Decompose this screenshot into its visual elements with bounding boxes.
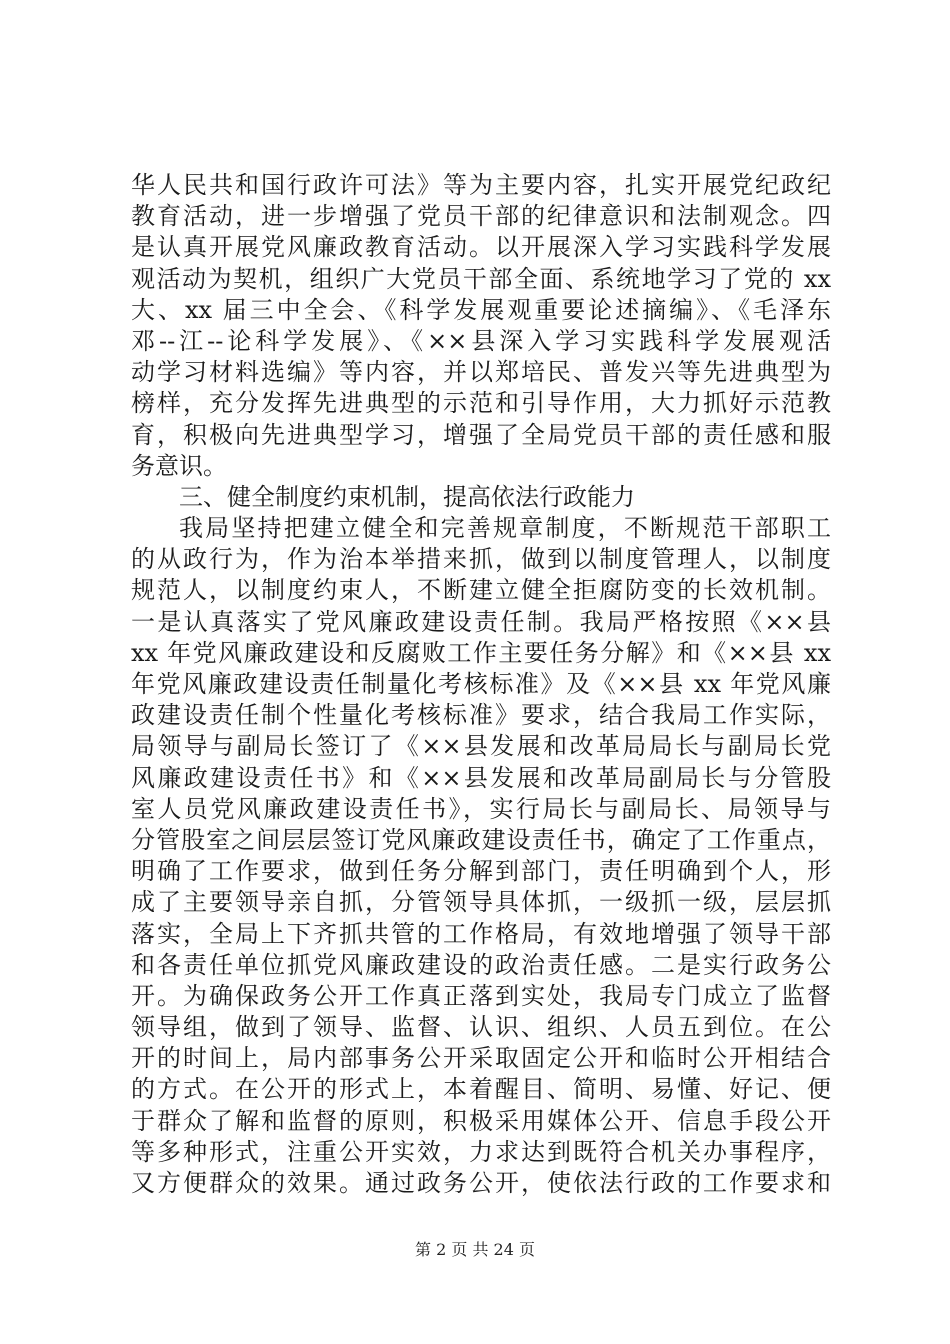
text-line: 开。为确保政务公开工作真正落到实处，我局专门成立了监督	[131, 981, 831, 1010]
text-line: 明确了工作要求，做到任务分解到部门，责任明确到个人，形	[131, 857, 831, 886]
page-number: 第 2 页 共 24 页	[415, 1240, 535, 1259]
text-line: 规范人，以制度约束人，不断建立健全拒腐防变的长效机制。	[131, 576, 831, 605]
text-line: 大、xx 届三中全会、《科学发展观重要论述摘编》、《毛泽东	[131, 295, 831, 324]
section-heading: 三、健全制度约束机制，提高依法行政能力	[179, 482, 635, 511]
text-line: 动学习材料选编》等内容，并以郑培民、普发兴等先进典型为	[131, 358, 831, 387]
text-line: 邓--江--论科学发展》、《××县深入学习实践科学发展观活	[131, 326, 831, 355]
text-line: 的从政行为，作为治本举措来抓，做到以制度管理人，以制度	[131, 545, 831, 574]
text-line: 我局坚持把建立健全和完善规章制度，不断规范干部职工	[179, 514, 831, 543]
text-line: xx 年党风廉政建设和反腐败工作主要任务分解》和《××县 xx	[131, 638, 831, 667]
text-line: 等多种形式，注重公开实效，力求达到既符合机关办事程序，	[131, 1137, 831, 1166]
text-line: 于群众了解和监督的原则，积极采用媒体公开、信息手段公开	[131, 1106, 831, 1135]
text-line: 分管股室之间层层签订党风廉政建设责任书，确定了工作重点，	[131, 825, 831, 854]
text-line: 育，积极向先进典型学习，增强了全局党员干部的责任感和服	[131, 420, 831, 449]
text-line: 和各责任单位抓党风廉政建设的政治责任感。二是实行政务公	[131, 950, 831, 979]
text-line: 室人员党风廉政建设责任书》，实行局长与副局长、局领导与	[131, 794, 831, 823]
text-line: 年党风廉政建设责任制量化考核标准》及《××县 xx 年党风廉	[131, 670, 831, 698]
text-line: 一是认真落实了党风廉政建设责任制。我局严格按照《××县	[131, 607, 831, 636]
text-line: 教育活动，进一步增强了党员干部的纪律意识和法制观念。四	[131, 202, 831, 231]
text-line: 开的时间上，局内部事务公开采取固定公开和临时公开相结合	[131, 1044, 831, 1073]
text-line: 落实，全局上下齐抓共管的工作格局，有效地增强了领导干部	[131, 919, 831, 948]
text-line: 政建设责任制个性量化考核标准》要求，结合我局工作实际，	[131, 701, 831, 730]
text-line: 又方便群众的效果。通过政务公开，使依法行政的工作要求和	[131, 1169, 831, 1197]
text-line: 领导组，做到了领导、监督、认识、组织、人员五到位。在公	[131, 1013, 831, 1042]
text-line: 务意识。	[131, 451, 227, 480]
text-line: 风廉政建设责任书》和《××县发展和改革局副局长与分管股	[131, 763, 831, 792]
page-footer	[0, 1240, 950, 1260]
text-line: 华人民共和国行政许可法》等为主要内容，扎实开展党纪政纪	[131, 171, 831, 199]
document-body	[131, 170, 831, 1199]
text-line: 局领导与副局长签订了《××县发展和改革局局长与副局长党	[131, 732, 831, 761]
text-line: 观活动为契机，组织广大党员干部全面、系统地学习了党的 xx	[131, 264, 831, 293]
text-line: 是认真开展党风廉政教育活动。以开展深入学习实践科学发展	[131, 233, 831, 262]
text-line: 成了主要领导亲自抓，分管领导具体抓，一级抓一级，层层抓	[131, 888, 831, 917]
text-line: 榜样，充分发挥先进典型的示范和引导作用，大力抓好示范教	[131, 389, 831, 418]
text-line: 的方式。在公开的形式上，本着醒目、简明、易懂、好记、便	[131, 1075, 831, 1104]
